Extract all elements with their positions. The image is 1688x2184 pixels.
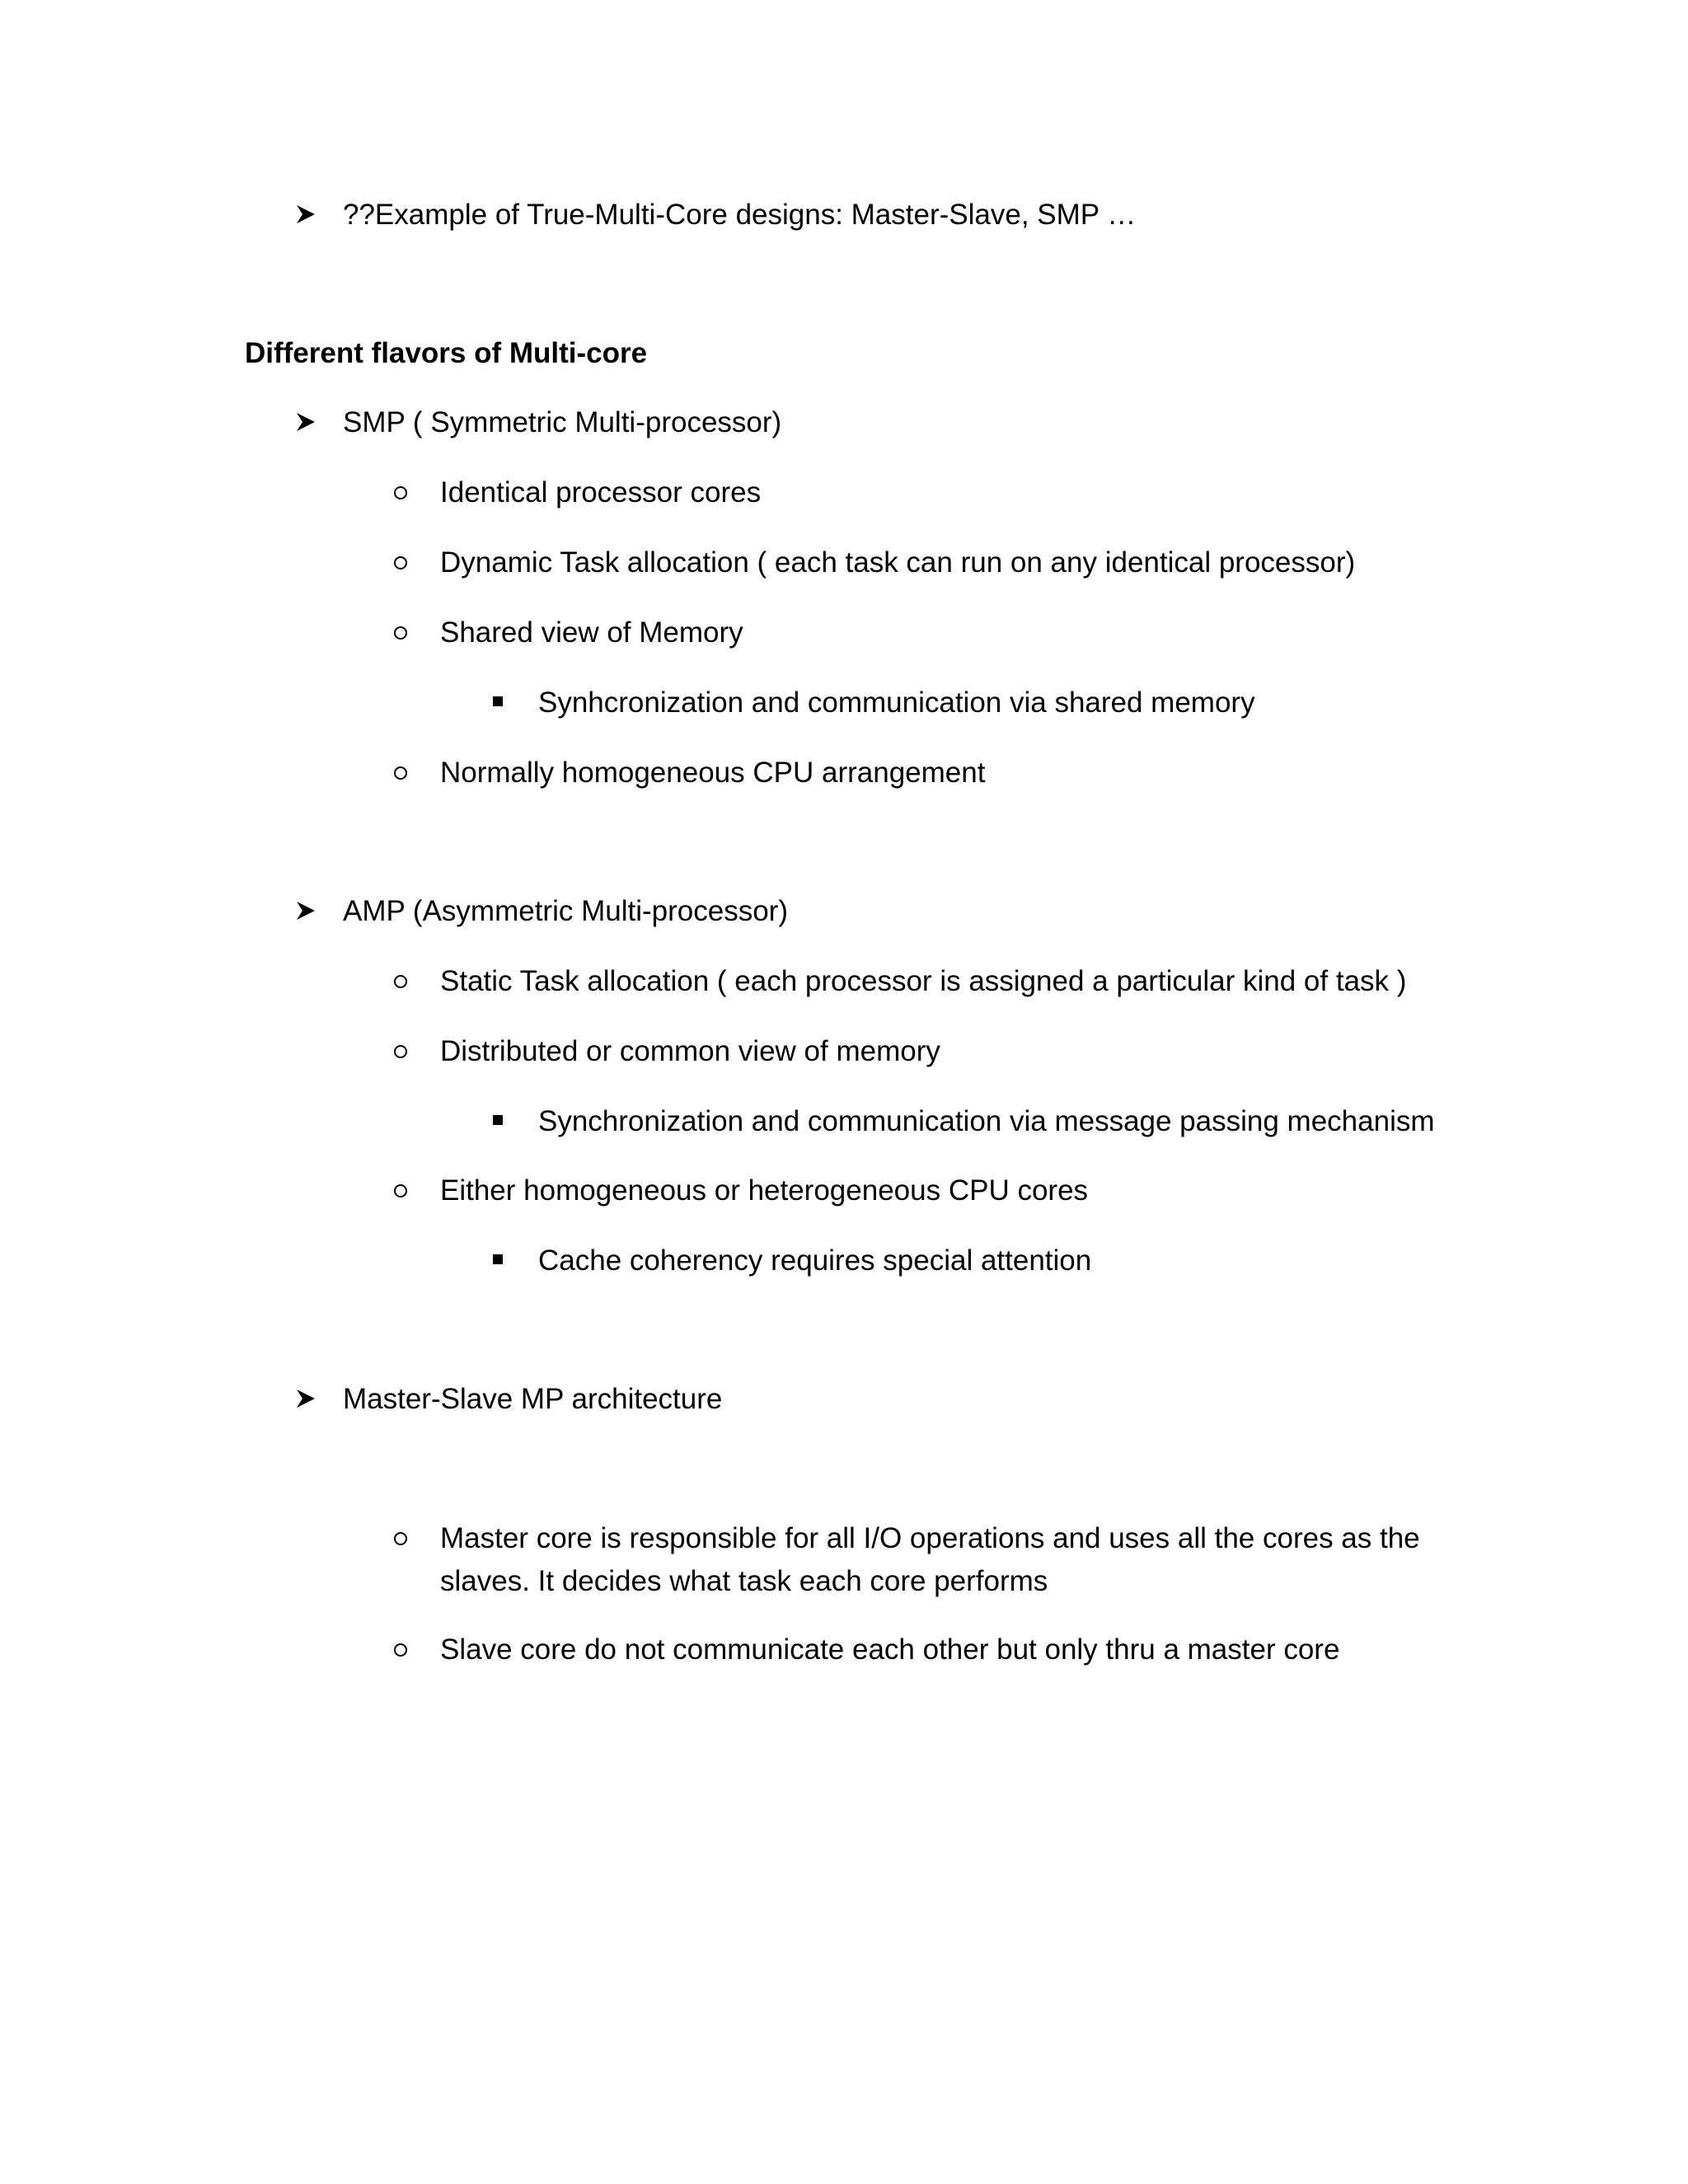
arrow-bullet-icon bbox=[295, 204, 316, 225]
smp-item-3: Shared view of Memory bbox=[440, 616, 743, 649]
square-bullet-icon bbox=[493, 1254, 503, 1264]
master-slave-item-1-line-1: Master core is responsible for all I/O operations and uses all the cores as the bbox=[440, 1522, 1420, 1554]
smp-title: SMP ( Symmetric Multi-processor) bbox=[343, 406, 782, 438]
square-bullet-icon bbox=[493, 1115, 503, 1125]
amp-item-3: Either homogeneous or heterogeneous CPU cores bbox=[440, 1174, 1089, 1207]
arrow-bullet-icon bbox=[295, 411, 316, 433]
intro-bullet-text: ??Example of True-Multi-Core designs: Master-Slave, SMP … bbox=[343, 199, 1137, 231]
smp-subitem-1: Synhcronization and communication via shared memory bbox=[538, 687, 1255, 719]
smp-item-2: Dynamic Task allocation ( each task can run on any identical processor) bbox=[440, 546, 1356, 579]
circle-bullet-icon bbox=[394, 975, 407, 988]
amp-item-2: Distributed or common view of memory bbox=[440, 1035, 940, 1067]
circle-bullet-icon bbox=[394, 1045, 407, 1058]
circle-bullet-icon bbox=[394, 1184, 407, 1197]
smp-item-4: Normally homogeneous CPU arrangement bbox=[440, 757, 986, 789]
amp-item-1: Static Task allocation ( each processor is assigned a particular kind of task ) bbox=[440, 965, 1407, 997]
master-slave-title: Master-Slave MP architecture bbox=[343, 1383, 723, 1415]
arrow-bullet-icon bbox=[295, 900, 316, 921]
circle-bullet-icon bbox=[394, 1643, 407, 1657]
circle-bullet-icon bbox=[394, 486, 407, 499]
circle-bullet-icon bbox=[394, 766, 407, 780]
smp-item-1: Identical processor cores bbox=[440, 476, 762, 509]
circle-bullet-icon bbox=[394, 1532, 407, 1545]
master-slave-item-1-line-2: slaves. It decides what task each core performs bbox=[440, 1565, 1048, 1597]
circle-bullet-icon bbox=[394, 626, 407, 640]
amp-subitem-1: Synchronization and communication via message passing mechanism bbox=[538, 1105, 1435, 1137]
square-bullet-icon bbox=[493, 696, 503, 706]
amp-title: AMP (Asymmetric Multi-processor) bbox=[343, 895, 788, 927]
amp-subitem-2: Cache coherency requires special attention bbox=[538, 1244, 1092, 1277]
circle-bullet-icon bbox=[394, 556, 407, 569]
arrow-bullet-icon bbox=[295, 1388, 316, 1409]
section-heading: Different flavors of Multi-core bbox=[245, 337, 648, 369]
master-slave-item-2: Slave core do not communicate each other but only thru a master core bbox=[440, 1633, 1340, 1666]
